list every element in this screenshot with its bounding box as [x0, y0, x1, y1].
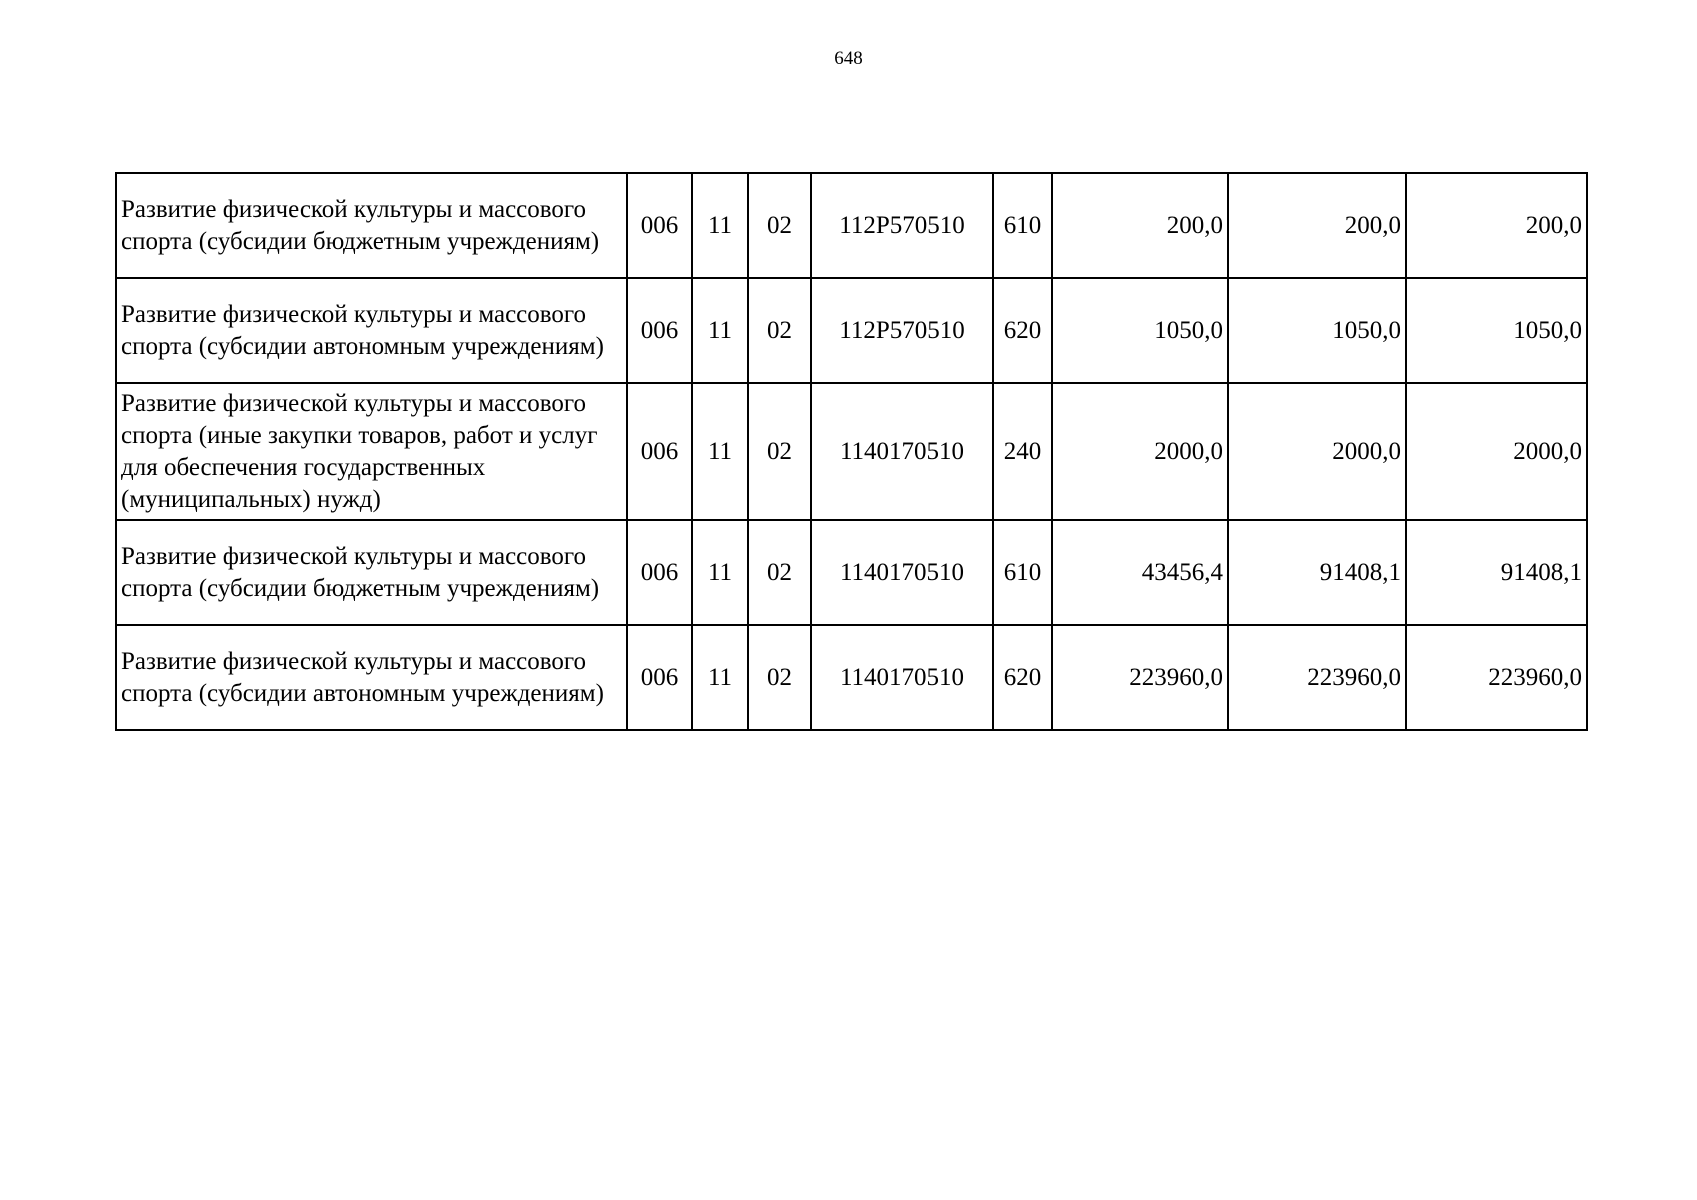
cell-expense-type: 620	[993, 625, 1052, 730]
table-row	[116, 383, 1587, 520]
cell-name: Развитие физической культуры и массового спорта (субсидии бюджетным учреждениям)	[116, 173, 627, 278]
page-number: 648	[834, 48, 863, 69]
table-row	[116, 520, 1587, 625]
cell-ministry: 006	[627, 520, 692, 625]
cell-name: Развитие физической культуры и массового спорта (субсидии автономным учреждениям)	[116, 625, 627, 730]
cell-amount-1: 2000,0	[1052, 383, 1228, 520]
cell-amount-1: 223960,0	[1052, 625, 1228, 730]
cell-amount-1: 43456,4	[1052, 520, 1228, 625]
cell-name: Развитие физической культуры и массового спорта (иные закупки товаров, работ и услуг для обеспечения государственных (муниципальных) нужд)	[116, 383, 627, 520]
cell-amount-2: 2000,0	[1228, 383, 1406, 520]
cell-section: 11	[692, 173, 748, 278]
cell-target-article: 1140170510	[811, 383, 993, 520]
cell-amount-3: 2000,0	[1406, 383, 1587, 520]
cell-section: 11	[692, 625, 748, 730]
budget-table	[115, 172, 1588, 731]
cell-ministry: 006	[627, 383, 692, 520]
table-row	[116, 173, 1587, 278]
cell-amount-2: 1050,0	[1228, 278, 1406, 383]
cell-name: Развитие физической культуры и массового спорта (субсидии автономным учреждениям)	[116, 278, 627, 383]
cell-subsection: 02	[748, 625, 811, 730]
cell-target-article: 112P570510	[811, 173, 993, 278]
cell-subsection: 02	[748, 520, 811, 625]
cell-subsection: 02	[748, 278, 811, 383]
cell-expense-type: 610	[993, 173, 1052, 278]
cell-amount-3: 223960,0	[1406, 625, 1587, 730]
cell-target-article: 1140170510	[811, 625, 993, 730]
cell-subsection: 02	[748, 383, 811, 520]
cell-target-article: 1140170510	[811, 520, 993, 625]
cell-ministry: 006	[627, 173, 692, 278]
cell-amount-2: 91408,1	[1228, 520, 1406, 625]
cell-amount-2: 200,0	[1228, 173, 1406, 278]
cell-section: 11	[692, 278, 748, 383]
cell-expense-type: 240	[993, 383, 1052, 520]
cell-amount-3: 200,0	[1406, 173, 1587, 278]
cell-amount-1: 200,0	[1052, 173, 1228, 278]
cell-section: 11	[692, 520, 748, 625]
cell-expense-type: 620	[993, 278, 1052, 383]
cell-ministry: 006	[627, 278, 692, 383]
cell-amount-2: 223960,0	[1228, 625, 1406, 730]
cell-amount-3: 91408,1	[1406, 520, 1587, 625]
cell-expense-type: 610	[993, 520, 1052, 625]
cell-amount-1: 1050,0	[1052, 278, 1228, 383]
cell-subsection: 02	[748, 173, 811, 278]
cell-target-article: 112P570510	[811, 278, 993, 383]
table-row	[116, 625, 1587, 730]
cell-amount-3: 1050,0	[1406, 278, 1587, 383]
cell-section: 11	[692, 383, 748, 520]
cell-name: Развитие физической культуры и массового спорта (субсидии бюджетным учреждениям)	[116, 520, 627, 625]
cell-ministry: 006	[627, 625, 692, 730]
table-row	[116, 278, 1587, 383]
